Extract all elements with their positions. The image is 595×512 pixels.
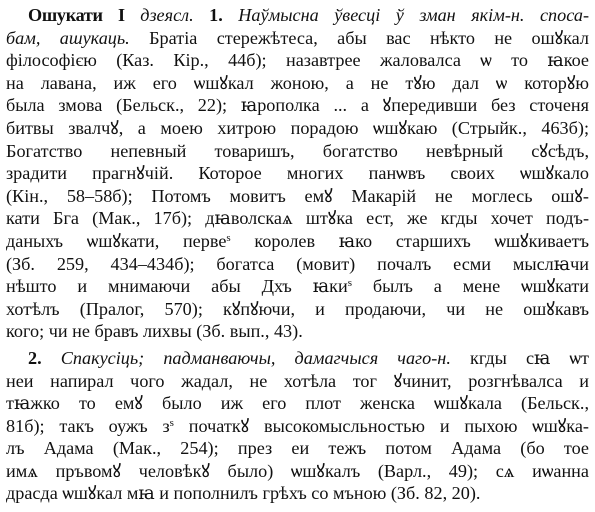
quotation-text: неи напирал чого жадал, не хотѣла тог ꙋчинит, розгнѣвалса и: [6, 370, 589, 391]
quotation-text: тꙗжко то емꙋ было иж его плот женска ѡшꙋкала (Бельск.,: [6, 393, 589, 414]
entry-line: [6, 162, 589, 185]
sense-1-paragraph: [6, 4, 589, 343]
entry-line: [6, 230, 589, 253]
superscript-mark: s: [226, 231, 231, 244]
definition-italic: Наўмысна ўвесці ў зман якім-н. споса-: [238, 5, 589, 25]
quotation-text: 81б); такъ оужъ з: [6, 415, 170, 436]
quotation-text: кати Бга (Мак., 17б); дꙗволскаѧ штꙋка ест, же кгды хочет подъ-: [6, 208, 589, 229]
sense-number: 1.: [209, 5, 223, 25]
sense-2-first-line: [6, 347, 589, 370]
quotation-text: зрадити прагнꙋчій. Которое многих панѡвъ своих ѡшꙋкало: [6, 163, 589, 184]
entry-first-line: [6, 4, 589, 27]
entry-line: [6, 253, 589, 276]
entry-line: [6, 392, 589, 415]
quotation-text: королев ꙗко старшихъ ѡшꙋкиваетъ: [230, 230, 589, 251]
quotation-text: былъ а мене ѡшꙋкати: [351, 276, 589, 297]
entry-line: [6, 117, 589, 140]
sense-2-paragraph: [6, 347, 589, 505]
quotation-text: початкꙋ высокомысльностью и пыхою ѡшꙋка-: [173, 415, 589, 436]
headword: Ошукати I: [28, 5, 125, 25]
quotation-text: имѧ пръвомꙋ человѣкꙋ было) ѡшꙋкалъ (Варл., 49); сѧ иѡанна: [6, 460, 589, 481]
quotation-text: даныхъ ѡшꙋкати, перве: [6, 230, 227, 251]
entry-line: [6, 460, 589, 483]
quotation-text: на лавана, иж его ѡшꙋкал жоною, а не тꙋю дал ѡ которꙋю: [6, 72, 589, 93]
definition-text: [238, 5, 589, 25]
entry-line: [6, 140, 589, 163]
quotation-text: (Зб. 259, 434–434б); богатса (мовит) почалъ есми мыслꙗчи: [6, 253, 589, 274]
definition-italic: Спакусіць; падманваючы, дамагчыся чаго-н.: [60, 347, 451, 368]
quotation-text: кого; чи не бравъ лихвы (Зб. вып., 43).: [6, 321, 303, 342]
entry-line: [6, 437, 589, 460]
entry-line: [6, 207, 589, 230]
superscript-mark: s: [347, 277, 352, 290]
quotation-text: была змова (Бельск., 22); ꙗрополка ... а ꙋпередивши без сточеня: [6, 95, 589, 116]
entry-line: [6, 185, 589, 208]
quotation-text: Богатство непевный товаришъ, богатство невѣрный сꙋсѣдъ,: [6, 140, 589, 161]
quotation-text: хотѣлъ (Пралог, 570); кꙋпꙋючи, и продаючи, чи не ошꙋкавъ: [6, 298, 589, 319]
quotation-text: кгды сꙗ ѡт: [450, 347, 589, 368]
entry-line: [6, 370, 589, 393]
entry-line: [6, 72, 589, 95]
superscript-mark: s: [169, 416, 174, 429]
quotation-text: битвы звалчꙋ, а моею хитрою порадою ѡшꙋкаю (Стрыйк., 463б);: [6, 117, 589, 138]
entry-line: [6, 49, 589, 72]
part-of-speech: дзеясл.: [140, 5, 194, 25]
entry-line: [6, 275, 589, 298]
entry-line: [6, 27, 589, 50]
sense-number: 2.: [28, 347, 42, 368]
entry-line: [6, 482, 589, 505]
quotation-text: (Кін., 58–58б); Потомъ мовитъ емꙋ Макарій не моглесь ошꙋ-: [6, 185, 589, 206]
definition-text: [61, 348, 589, 368]
entry-line: [6, 320, 589, 343]
quotation-text: Братіа стережѣтеса, абы вас нѣкто не ошꙋкал: [129, 27, 589, 48]
quotation-text: нѣшто и мнимаючи абы Дхъ ꙗки: [6, 276, 348, 297]
entry-line: [6, 415, 589, 438]
entry-line: [6, 298, 589, 321]
definition-italic: бам, ашукаць.: [6, 27, 130, 48]
quotation-text: філософією (Каз. Кір., 44б); назавтрее жаловалса ѡ то ꙗкое: [6, 50, 589, 71]
entry-line: [6, 94, 589, 117]
quotation-text: драсда ѡшꙋкал мꙗ и пополнилъ грѣхъ со мъною (Зб. 82, 20).: [6, 483, 481, 504]
quotation-text: лъ Адама (Мак., 254); през еи тежъ потом Адама (бо тое: [6, 438, 589, 459]
